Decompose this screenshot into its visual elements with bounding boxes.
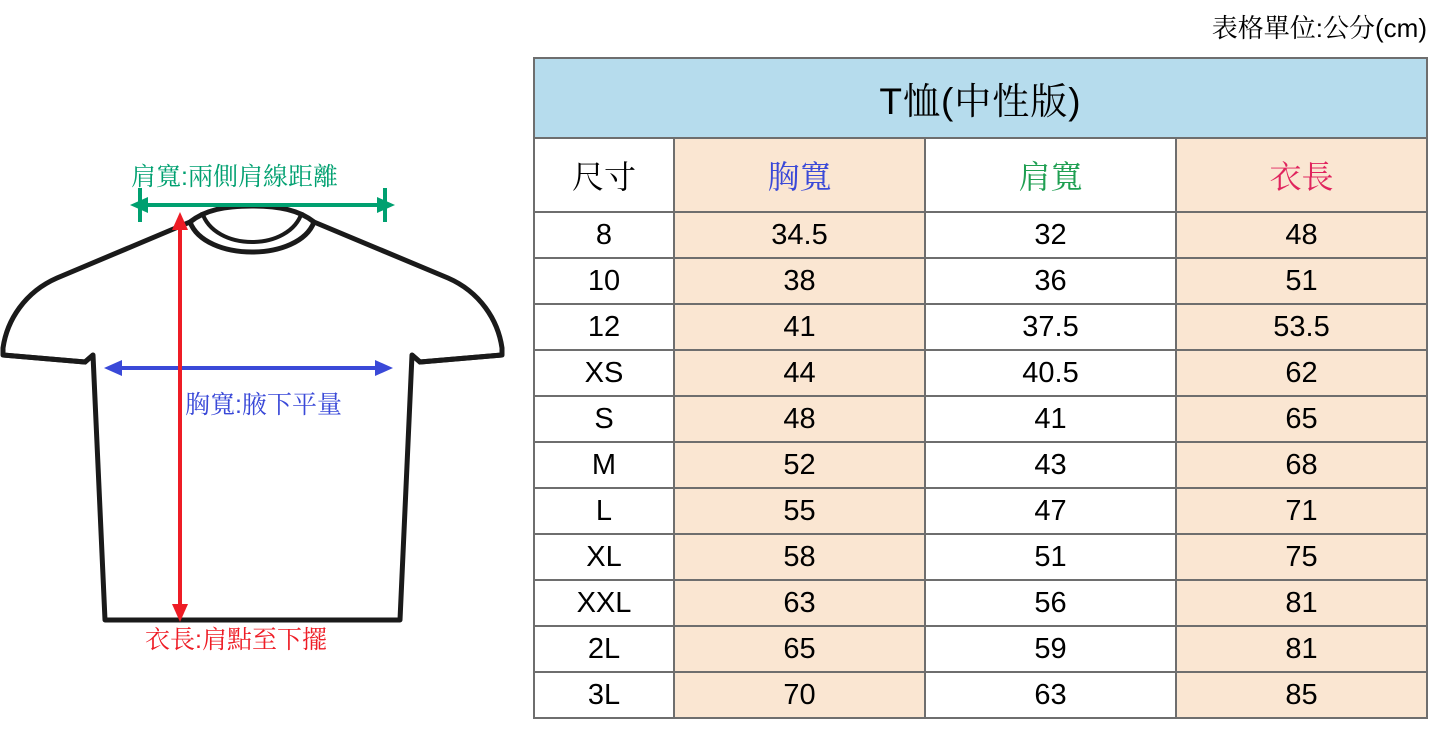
- column-header-chest: 胸寬: [674, 138, 925, 212]
- table-row: [534, 442, 1427, 488]
- length-cell: 81: [1176, 580, 1427, 626]
- size-cell: 3L: [534, 672, 674, 718]
- length-measure-label: 衣長:肩點至下擺: [145, 626, 327, 654]
- table-row: [534, 212, 1427, 258]
- length-cell: 48: [1176, 212, 1427, 258]
- table-body: [534, 212, 1427, 718]
- size-chart-table: [533, 57, 1428, 719]
- length-cell: 62: [1176, 350, 1427, 396]
- size-cell: XS: [534, 350, 674, 396]
- shoulder-cell: 37.5: [925, 304, 1176, 350]
- shoulder-cell: 36: [925, 258, 1176, 304]
- table-row: [534, 580, 1427, 626]
- length-cell: 85: [1176, 672, 1427, 718]
- chest-cell: 52: [674, 442, 925, 488]
- table-row: [534, 534, 1427, 580]
- chest-cell: 44: [674, 350, 925, 396]
- length-cell: 81: [1176, 626, 1427, 672]
- shoulder-cell: 59: [925, 626, 1176, 672]
- shoulder-cell: 63: [925, 672, 1176, 718]
- chest-cell: 65: [674, 626, 925, 672]
- shoulder-cell: 41: [925, 396, 1176, 442]
- shoulder-cell: 47: [925, 488, 1176, 534]
- shoulder-cell: 43: [925, 442, 1176, 488]
- length-cell: 75: [1176, 534, 1427, 580]
- size-cell: XXL: [534, 580, 674, 626]
- length-cell: 71: [1176, 488, 1427, 534]
- table-row: [534, 350, 1427, 396]
- unit-note: 表格單位:公分(cm): [1211, 13, 1427, 43]
- table-title: T恤(中性版): [534, 58, 1427, 138]
- chest-cell: 38: [674, 258, 925, 304]
- chest-cell: 63: [674, 580, 925, 626]
- shoulder-measure-label: 肩寬:兩側肩線距離: [131, 163, 338, 191]
- column-header-size: 尺寸: [534, 138, 674, 212]
- table-header-row: [534, 138, 1427, 212]
- table-row: [534, 304, 1427, 350]
- size-cell: 10: [534, 258, 674, 304]
- table-row: [534, 396, 1427, 442]
- chest-cell: 70: [674, 672, 925, 718]
- size-cell: 8: [534, 212, 674, 258]
- size-cell: L: [534, 488, 674, 534]
- shoulder-cell: 51: [925, 534, 1176, 580]
- table-row: [534, 488, 1427, 534]
- length-cell: 68: [1176, 442, 1427, 488]
- chest-measure-label: 胸寬:腋下平量: [185, 391, 342, 419]
- length-cell: 65: [1176, 396, 1427, 442]
- shoulder-cell: 32: [925, 212, 1176, 258]
- shoulder-cell: 56: [925, 580, 1176, 626]
- chest-cell: 55: [674, 488, 925, 534]
- length-cell: 53.5: [1176, 304, 1427, 350]
- size-cell: 12: [534, 304, 674, 350]
- table-row: [534, 626, 1427, 672]
- shoulder-cell: 40.5: [925, 350, 1176, 396]
- table-row: [534, 258, 1427, 304]
- garment-diagram-panel: [0, 0, 525, 729]
- chest-cell: 34.5: [674, 212, 925, 258]
- table-title-row: [534, 58, 1427, 138]
- chest-cell: 41: [674, 304, 925, 350]
- size-cell: S: [534, 396, 674, 442]
- column-header-length: 衣長: [1176, 138, 1427, 212]
- size-cell: M: [534, 442, 674, 488]
- size-cell: 2L: [534, 626, 674, 672]
- size-cell: XL: [534, 534, 674, 580]
- column-header-shoulder: 肩寬: [925, 138, 1176, 212]
- chest-cell: 58: [674, 534, 925, 580]
- table-row: [534, 672, 1427, 718]
- chest-cell: 48: [674, 396, 925, 442]
- length-cell: 51: [1176, 258, 1427, 304]
